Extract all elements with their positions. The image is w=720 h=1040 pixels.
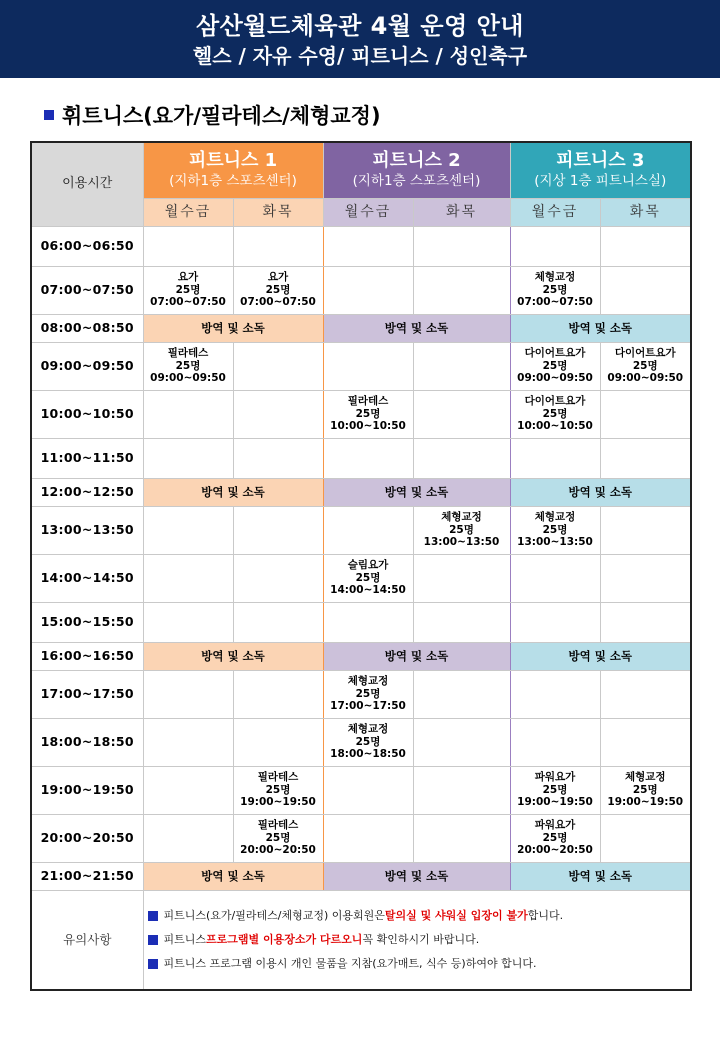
class-time: 09:00~09:50	[517, 372, 593, 385]
note-warning-text: 프로그램별 이용장소가 다르오니	[206, 932, 363, 946]
note-warning-text: 탈의실 및 샤워실 입장이 불가	[384, 908, 528, 922]
square-bullet-icon	[44, 110, 54, 120]
class-cell	[233, 266, 323, 314]
class-name: 다이어트요가	[614, 347, 676, 360]
note-line-1	[148, 904, 691, 928]
time-slot: 12:00~12:50	[31, 478, 143, 506]
table-row	[31, 766, 691, 814]
class-name: 요가	[177, 271, 199, 284]
table-row	[31, 226, 691, 266]
class-time: 07:00~07:50	[240, 296, 316, 309]
class-cap: 25명	[265, 783, 291, 796]
class-cell	[510, 766, 600, 814]
facility-name: 피트니스 1	[188, 150, 278, 172]
class-name: 체형교정	[347, 675, 389, 688]
empty-cell	[510, 602, 600, 642]
class-cap: 25명	[542, 283, 568, 296]
schedule-body	[31, 226, 691, 890]
empty-cell	[323, 438, 413, 478]
table-row	[31, 390, 691, 438]
empty-cell	[323, 602, 413, 642]
empty-cell	[233, 718, 323, 766]
class-cell	[510, 814, 600, 862]
class-cell	[323, 718, 413, 766]
facility-header-2	[323, 142, 510, 198]
class-time: 13:00~13:50	[423, 536, 500, 549]
class-cap: 25명	[542, 831, 568, 844]
empty-cell	[233, 554, 323, 602]
class-name: 체형교정	[624, 771, 666, 784]
header-banner	[0, 0, 720, 78]
time-slot: 19:00~19:50	[31, 766, 143, 814]
time-slot: 06:00~06:50	[31, 226, 143, 266]
table-row	[31, 266, 691, 314]
class-cap: 25명	[355, 735, 381, 748]
day-header: 화목	[413, 198, 510, 226]
empty-cell	[600, 602, 691, 642]
class-time: 19:00~19:50	[517, 796, 593, 809]
note-text: 피트니스	[163, 932, 207, 946]
time-slot: 21:00~21:50	[31, 862, 143, 890]
class-cell	[413, 506, 510, 554]
class-name: 체형교정	[534, 271, 576, 284]
class-cell	[510, 266, 600, 314]
class-name: 파워요가	[534, 819, 576, 832]
empty-cell	[323, 342, 413, 390]
time-slot: 07:00~07:50	[31, 266, 143, 314]
time-slot: 10:00~10:50	[31, 390, 143, 438]
table-row	[31, 602, 691, 642]
class-cell	[510, 390, 600, 438]
class-name: 다이어트요가	[524, 347, 586, 360]
section-title-text: 휘트니스(요가/필라테스/체형교정)	[62, 104, 381, 128]
class-name: 필라테스	[347, 395, 389, 408]
class-time: 19:00~19:50	[607, 796, 684, 809]
class-cell	[233, 766, 323, 814]
empty-cell	[143, 506, 233, 554]
empty-cell	[413, 718, 510, 766]
facility-name: 피트니스 2	[372, 150, 461, 172]
class-cell	[510, 342, 600, 390]
empty-cell	[510, 554, 600, 602]
table-row	[31, 642, 691, 670]
class-cap: 25명	[355, 407, 381, 420]
disinfection-cell: 방역 및 소독	[143, 478, 323, 506]
class-time: 14:00~14:50	[330, 584, 406, 597]
disinfection-cell: 방역 및 소독	[510, 478, 691, 506]
class-time: 07:00~07:50	[150, 296, 226, 309]
empty-cell	[413, 814, 510, 862]
disinfection-cell: 방역 및 소독	[323, 314, 510, 342]
table-row	[31, 342, 691, 390]
time-column-header: 이용시간	[31, 142, 143, 226]
schedule-table	[30, 141, 692, 991]
facility-name: 피트니스 3	[556, 150, 645, 172]
time-slot: 18:00~18:50	[31, 718, 143, 766]
empty-cell	[600, 554, 691, 602]
class-name: 체형교정	[441, 511, 482, 524]
empty-cell	[323, 266, 413, 314]
class-name: 필라테스	[257, 819, 299, 832]
class-name: 체형교정	[534, 511, 576, 524]
empty-cell	[143, 554, 233, 602]
class-cap: 25명	[632, 359, 658, 372]
class-time: 17:00~17:50	[330, 700, 406, 713]
class-cap: 25명	[449, 523, 474, 536]
empty-cell	[510, 226, 600, 266]
class-cap: 25명	[542, 359, 568, 372]
empty-cell	[323, 814, 413, 862]
empty-cell	[413, 554, 510, 602]
class-time: 13:00~13:50	[517, 536, 593, 549]
empty-cell	[143, 438, 233, 478]
empty-cell	[510, 718, 600, 766]
note-text: 합니다.	[527, 908, 564, 922]
disinfection-cell: 방역 및 소독	[323, 478, 510, 506]
class-time: 20:00~20:50	[240, 844, 316, 857]
empty-cell	[600, 266, 691, 314]
empty-cell	[600, 814, 691, 862]
time-slot: 15:00~15:50	[31, 602, 143, 642]
class-name: 다이어트요가	[524, 395, 586, 408]
class-cell	[233, 814, 323, 862]
disinfection-cell: 방역 및 소독	[143, 314, 323, 342]
class-name: 체형교정	[347, 723, 389, 736]
class-cap: 25명	[265, 831, 291, 844]
class-time: 18:00~18:50	[330, 748, 406, 761]
class-time: 07:00~07:50	[517, 296, 593, 309]
disinfection-cell: 방역 및 소독	[323, 862, 510, 890]
banner-title: 삼산월드체육관 4월 운영 안내	[196, 12, 524, 40]
disinfection-cell: 방역 및 소독	[323, 642, 510, 670]
table-row	[31, 506, 691, 554]
time-slot: 09:00~09:50	[31, 342, 143, 390]
class-time: 10:00~10:50	[517, 420, 593, 433]
class-name: 슬림요가	[347, 559, 389, 572]
empty-cell	[233, 602, 323, 642]
time-slot: 08:00~08:50	[31, 314, 143, 342]
table-row	[31, 814, 691, 862]
class-cap: 25명	[175, 283, 201, 296]
day-header: 월수금	[323, 198, 413, 226]
class-time: 09:00~09:50	[150, 372, 226, 385]
time-slot: 13:00~13:50	[31, 506, 143, 554]
class-cell	[143, 342, 233, 390]
empty-cell	[323, 226, 413, 266]
class-name: 요가	[267, 271, 289, 284]
disinfection-cell: 방역 및 소독	[510, 862, 691, 890]
empty-cell	[143, 390, 233, 438]
square-bullet-icon	[148, 911, 158, 921]
banner-subtitle: 헬스 / 자유 수영/ 피트니스 / 성인축구	[192, 44, 528, 68]
empty-cell	[323, 766, 413, 814]
empty-cell	[510, 438, 600, 478]
empty-cell	[413, 266, 510, 314]
class-cell	[600, 342, 691, 390]
empty-cell	[233, 342, 323, 390]
empty-cell	[323, 506, 413, 554]
facility-location: (지상 1층 피트니스실)	[534, 173, 667, 190]
facility-header-1	[143, 142, 323, 198]
class-cell	[600, 766, 691, 814]
class-name: 필라테스	[257, 771, 299, 784]
notes-cell	[143, 890, 691, 990]
table-row	[31, 670, 691, 718]
empty-cell	[413, 390, 510, 438]
disinfection-cell: 방역 및 소독	[510, 314, 691, 342]
section-title	[44, 100, 381, 130]
day-header: 화목	[600, 198, 691, 226]
empty-cell	[600, 390, 691, 438]
class-cell	[143, 266, 233, 314]
class-cap: 25명	[542, 523, 568, 536]
notes-label: 유의사항	[31, 890, 143, 990]
empty-cell	[413, 438, 510, 478]
empty-cell	[143, 718, 233, 766]
time-slot: 17:00~17:50	[31, 670, 143, 718]
empty-cell	[233, 226, 323, 266]
facility-location: (지하1층 스포츠센터)	[352, 173, 481, 190]
disinfection-cell: 방역 및 소독	[510, 642, 691, 670]
class-time: 09:00~09:50	[607, 372, 684, 385]
note-text: 피트니스(요가/필라테스/체형교정) 이용회원은	[163, 908, 385, 922]
facility-location: (지하1층 스포츠센터)	[169, 173, 297, 190]
table-row	[31, 478, 691, 506]
empty-cell	[143, 766, 233, 814]
class-cell	[323, 390, 413, 438]
class-time: 19:00~19:50	[240, 796, 316, 809]
empty-cell	[143, 814, 233, 862]
day-header: 월수금	[510, 198, 600, 226]
note-line-3	[148, 952, 691, 976]
empty-cell	[600, 718, 691, 766]
table-row	[31, 554, 691, 602]
note-text: 꼭 확인하시기 바랍니다.	[362, 932, 480, 946]
empty-cell	[413, 766, 510, 814]
note-text: 피트니스 프로그램 이용시 개인 물품을 지참(요가매트, 식수 등)하여야 합니다.	[163, 956, 537, 970]
day-header: 월수금	[143, 198, 233, 226]
square-bullet-icon	[148, 959, 158, 969]
empty-cell	[510, 670, 600, 718]
empty-cell	[233, 670, 323, 718]
class-name: 파워요가	[534, 771, 576, 784]
square-bullet-icon	[148, 935, 158, 945]
time-slot: 16:00~16:50	[31, 642, 143, 670]
class-cap: 25명	[355, 571, 381, 584]
empty-cell	[413, 342, 510, 390]
empty-cell	[233, 438, 323, 478]
class-cap: 25명	[355, 687, 381, 700]
class-cap: 25명	[265, 283, 291, 296]
note-line-2	[148, 928, 691, 952]
time-slot: 20:00~20:50	[31, 814, 143, 862]
class-name: 필라테스	[167, 347, 209, 360]
class-time: 20:00~20:50	[517, 844, 593, 857]
class-cell	[510, 506, 600, 554]
empty-cell	[413, 670, 510, 718]
class-cell	[323, 554, 413, 602]
table-row	[31, 718, 691, 766]
disinfection-cell: 방역 및 소독	[143, 862, 323, 890]
table-row	[31, 438, 691, 478]
disinfection-cell: 방역 및 소독	[143, 642, 323, 670]
class-cap: 25명	[542, 407, 568, 420]
empty-cell	[600, 226, 691, 266]
class-cap: 25명	[632, 783, 658, 796]
empty-cell	[600, 438, 691, 478]
time-slot: 14:00~14:50	[31, 554, 143, 602]
empty-cell	[143, 670, 233, 718]
facility-header-3	[510, 142, 691, 198]
empty-cell	[600, 670, 691, 718]
table-row	[31, 862, 691, 890]
table-row	[31, 314, 691, 342]
empty-cell	[413, 602, 510, 642]
time-slot: 11:00~11:50	[31, 438, 143, 478]
empty-cell	[233, 506, 323, 554]
class-cap: 25명	[175, 359, 201, 372]
empty-cell	[233, 390, 323, 438]
day-header: 화목	[233, 198, 323, 226]
class-cell	[323, 670, 413, 718]
empty-cell	[413, 226, 510, 266]
class-time: 10:00~10:50	[330, 420, 406, 433]
class-cap: 25명	[542, 783, 568, 796]
empty-cell	[143, 226, 233, 266]
empty-cell	[600, 506, 691, 554]
empty-cell	[143, 602, 233, 642]
